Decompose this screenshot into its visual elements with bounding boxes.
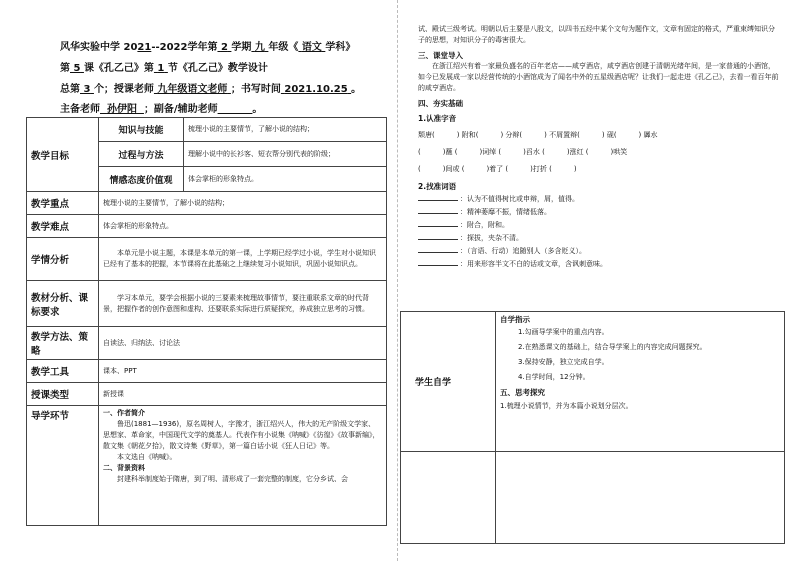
- self-study-heading: 自学指示: [500, 315, 530, 324]
- goal3-text: 体会掌柜的形象特点。: [184, 167, 387, 192]
- guide-paragraph-1: 鲁迅(1881—1936)，原名周树人，字豫才，浙江绍兴人，伟大的无产阶级文学家、思想家、革命家，中国现代文学的奠基人。代表作有小说集《呐喊》《彷徨》《故事新编》，散文集《朝花夕拾》，散文诗集《野草》，第一篇白话小说《狂人日记》等。: [103, 420, 380, 450]
- background-continued: 试、殿试三级考试。明朝以后主要是八股文，以四书五经中某个文句为题作文，文章有固定的格式，严重束缚知识分子的思想，对知识分子的毒害很大。: [418, 25, 775, 44]
- type-text: 新授课: [99, 383, 387, 406]
- goal2-text: 理解小说中的长衫客、短衣帮分别代表的阶级；: [184, 142, 387, 167]
- self-study-label: 学生自学: [401, 312, 496, 452]
- vocab-1: ：认为不值得树比或申辩，屑，值得。: [418, 192, 780, 205]
- methods-text: 自读法、归纳法、讨论法: [99, 327, 387, 360]
- vocab-3: ：附合，附和。: [418, 218, 780, 231]
- analysis-label: 学情分析: [27, 238, 99, 281]
- header-line-4: 主备老师 孙伊阳 ；副备/辅助老师 。: [60, 104, 263, 115]
- pinyin-title: 1.认准字音: [418, 114, 457, 123]
- self-study-item-2: 2.在熟悉课文的基础上，结合导学案上的内容完成问题探究。: [518, 343, 707, 351]
- guide-paragraph-3: 封建科举制度始于隋唐，到了明、清形成了一套完整的制度，它分乡试、会: [117, 475, 348, 483]
- goals-label: 教学目标: [27, 118, 99, 192]
- material-label: 教材分析、课标要求: [27, 281, 99, 327]
- goal1-text: 梳理小说的主要情节，了解小说的结构；: [184, 118, 387, 142]
- guide-paragraph-2: 本文选自《呐喊》。: [117, 453, 177, 461]
- difficulty-text: 体会掌柜的形象特点。: [99, 215, 387, 238]
- section-5-heading: 五、思考探究: [500, 388, 545, 397]
- goal3-label: 情感态度价值观: [99, 167, 184, 192]
- focus-label: 教学重点: [27, 192, 99, 215]
- guide-heading-1: 一、作者简介: [103, 409, 145, 417]
- tools-label: 教学工具: [27, 360, 99, 383]
- guide-heading-2: 二、背景资料: [103, 464, 145, 472]
- section-3-heading: 三、课堂导入: [418, 51, 463, 60]
- tools-text: 课本、PPT: [99, 360, 387, 383]
- header-line-1: 风华实验中学 2021--2022学年第 2 学期 九 年级《 语文 学科》: [60, 42, 356, 53]
- empty-label-cell: [401, 452, 496, 544]
- self-study-item-4: 4.自学时间，12分钟。: [518, 373, 590, 381]
- empty-content-cell: [496, 452, 785, 544]
- material-text: 学习本单元，要学会根据小说的三要素来梳理故事情节，要注重联系文章的时代背景，把握作者的创作意图和虚构、还要联系实际进行质疑探究，养成独立思考的习惯。: [99, 281, 387, 327]
- header-line-2: 第 5 课《孔乙己》第 1 节《孔乙己》教学设计: [60, 63, 268, 74]
- focus-text: 梳理小说的主要情节，了解小说的结构；: [99, 192, 387, 215]
- self-study-table: [400, 311, 785, 544]
- lesson-plan-table: [26, 117, 387, 526]
- vocab-6: ：用来形容半文不白的话或文章，含讽刺意味。: [418, 257, 780, 270]
- intro-paragraph: 在浙江绍兴有着一家最负盛名的百年老店——咸亨酒店，咸亨酒店创建于清朝光绪年间，是一家普通的小酒馆，如今已发展成一家以经营传统的小酒馆成为了闻名中外的五星级酒店呢？让我们一起走进《孔乙己》，去看一看百年前的咸亨酒店。: [418, 62, 779, 92]
- methods-label: 教学方法、策略: [27, 327, 99, 360]
- goal1-label: 知识与技能: [99, 118, 184, 142]
- pinyin-row-3: ( )间或 ( )着了 ( )打折 ( ): [418, 165, 577, 173]
- right-column-top: [418, 24, 780, 270]
- page-divider: [397, 0, 398, 561]
- self-study-item-3: 3.保持安静，独立完成自学。: [518, 358, 609, 366]
- self-study-item-1: 1.勾画导学案中的重点内容。: [518, 328, 609, 336]
- difficulty-label: 教学难点: [27, 215, 99, 238]
- pinyin-row-1: 颓唐( ) 附和( ) 分辩( ) 不屑置辩( ) 砚( ) 羼水: [418, 131, 658, 139]
- vocab-5: ：（言语、行动）追随别人（多含贬义）。: [418, 244, 780, 257]
- type-label: 授课类型: [27, 383, 99, 406]
- vocab-title: 2.找准词语: [418, 182, 457, 191]
- vocab-4: ：探拔，夹杂不清。: [418, 231, 780, 244]
- analysis-text: 本单元是小说主题，本课是本单元的第一课，上学期已经学过小说，学生对小说知识已经有了基本的把握，本节课将在此基础之上继续复习小说知识，巩固小说知识点。: [99, 238, 387, 281]
- guide-label: 导学环节: [27, 406, 99, 526]
- goal2-label: 过程与方法: [99, 142, 184, 167]
- vocab-2: ：精神萎靡不振，情绪低落。: [418, 205, 780, 218]
- guide-cell: [99, 406, 387, 526]
- header-line-3: 总第 3 个；授课老师 九年级语文老师 ；书写时间 2021.10.25 。: [60, 84, 362, 95]
- pinyin-row-2: ( )蘸 ( )词绰 ( )舀水 ( )涨红 ( )哄笑: [418, 148, 628, 156]
- section-4-heading: 四、夯实基础: [418, 99, 463, 108]
- self-study-cell: [496, 312, 785, 452]
- question-1: 1.梳理小说情节，并为本篇小说划分层次。: [500, 402, 633, 410]
